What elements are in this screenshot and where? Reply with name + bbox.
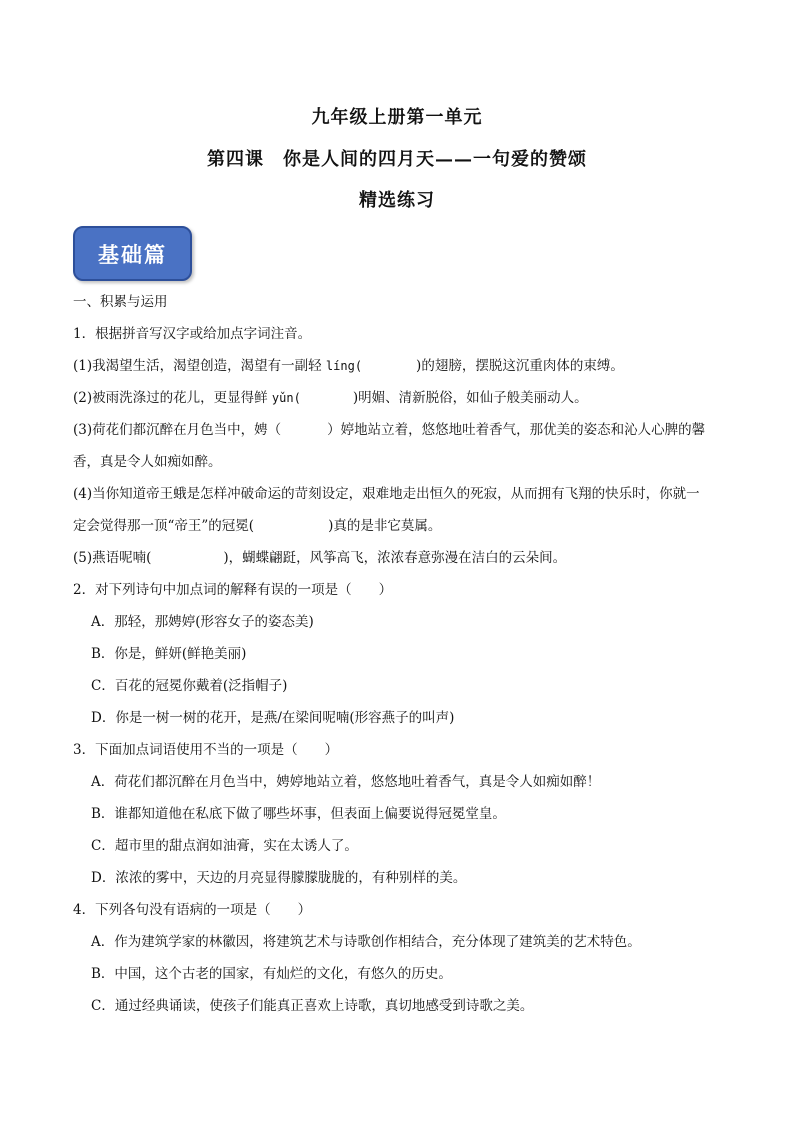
question-2-option-d[interactable]: D．你是一树一树的花开，是燕/在梁间呢喃(形容燕子的叫声) (91, 710, 455, 726)
question-1-item-3 (73, 420, 705, 440)
item-text: )的翅膀，摆脱这沉重肉体的束缚。 (416, 358, 624, 374)
lesson-title: 第四课 你是人间的四月天——一句爱的赞颂 (207, 149, 587, 170)
question-1-item-4-cont (73, 516, 441, 536)
exercise-title: 精选练习 (359, 190, 435, 211)
item-text: )，蝴蝶翩跹，风筝高飞，浓浓春意弥漫在洁白的云朵间。 (223, 550, 567, 566)
item-text: )明媚、清新脱俗，如仙子般美丽动人。 (352, 390, 588, 406)
question-3-option-b[interactable]: B．谁都知道他在私底下做了哪些坏事，但表面上偏要说得冠冕堂皇。 (91, 806, 506, 822)
item-text: 定会觉得那一顶“帝王”的冠冕( (73, 518, 255, 534)
question-2-stem: 2．对下列诗句中加点词的解释有误的一项是（ ） (73, 582, 393, 598)
question-1-item-2 (73, 388, 588, 408)
question-4-stem: 4．下列各句没有语病的一项是（ ） (73, 902, 312, 918)
item-text: (1)我渴望生活，渴望创造，渴望有一副轻 (73, 358, 322, 374)
pinyin: yǔn( (271, 391, 301, 405)
question-4-option-a[interactable]: A．作为建筑学家的林徽因，将建筑艺术与诗歌创作相结合，充分体现了建筑美的艺术特色。 (91, 934, 641, 950)
question-4-option-c[interactable]: C．通过经典诵读，使孩子们能真正喜欢上诗歌，真切地感受到诗歌之美。 (91, 998, 534, 1014)
item-text: ）婷地站立着，悠悠地吐着香气，那优美的姿态和沁人心脾的馨 (327, 422, 706, 438)
question-1-item-4: (4)当你知道帝王蛾是怎样冲破命运的苛刻设定，艰难地走出恒久的死寂，从而拥有飞翔的快乐时，你就一 (73, 486, 700, 502)
pinyin: líng( (325, 359, 363, 373)
question-1-stem: 1．根据拼音写汉字或给加点字词注音。 (73, 326, 312, 342)
item-text: (3)荷花们都沉醉在月色当中，娉（ (73, 422, 282, 438)
document-title: 九年级上册第一单元 (311, 107, 483, 128)
question-1-item-5 (73, 548, 566, 568)
question-3-stem: 3．下面加点词语使用不当的一项是（ ） (73, 742, 339, 758)
question-2-option-a[interactable]: A．那轻，那娉婷(形容女子的姿态美) (91, 614, 314, 630)
section-heading: 一、积累与运用 (73, 294, 168, 310)
question-2-option-b[interactable]: B．你是，鲜妍(鲜艳美丽) (91, 646, 247, 662)
item-text: (5)燕语呢喃( (73, 550, 152, 566)
item-text: )真的是非它莫属。 (328, 518, 442, 534)
section-badge (73, 226, 192, 281)
question-3-option-a[interactable]: A．荷花们都沉醉在月色当中，娉婷地站立着，悠悠地吐着香气，真是令人如痴如醉！ (91, 774, 601, 790)
question-3-option-d[interactable]: D．浓浓的雾中，天边的月亮显得朦朦胧胧的，有种别样的美。 (91, 870, 467, 886)
question-1-item-1 (73, 356, 624, 376)
question-2-option-c[interactable]: C．百花的冠冕你戴着(泛指帽子) (91, 678, 288, 694)
item-text: (2)被雨洗涤过的花儿，更显得鲜 (73, 390, 268, 406)
question-4-option-b[interactable]: B．中国，这个古老的国家，有灿烂的文化，有悠久的历史。 (91, 966, 452, 982)
question-3-option-c[interactable]: C．超市里的甜点润如油膏，实在太诱人了。 (91, 838, 358, 854)
question-1-item-3-cont: 香，真是令人如痴如醉。 (73, 454, 222, 470)
section-badge-label: 基础篇 (98, 241, 167, 267)
